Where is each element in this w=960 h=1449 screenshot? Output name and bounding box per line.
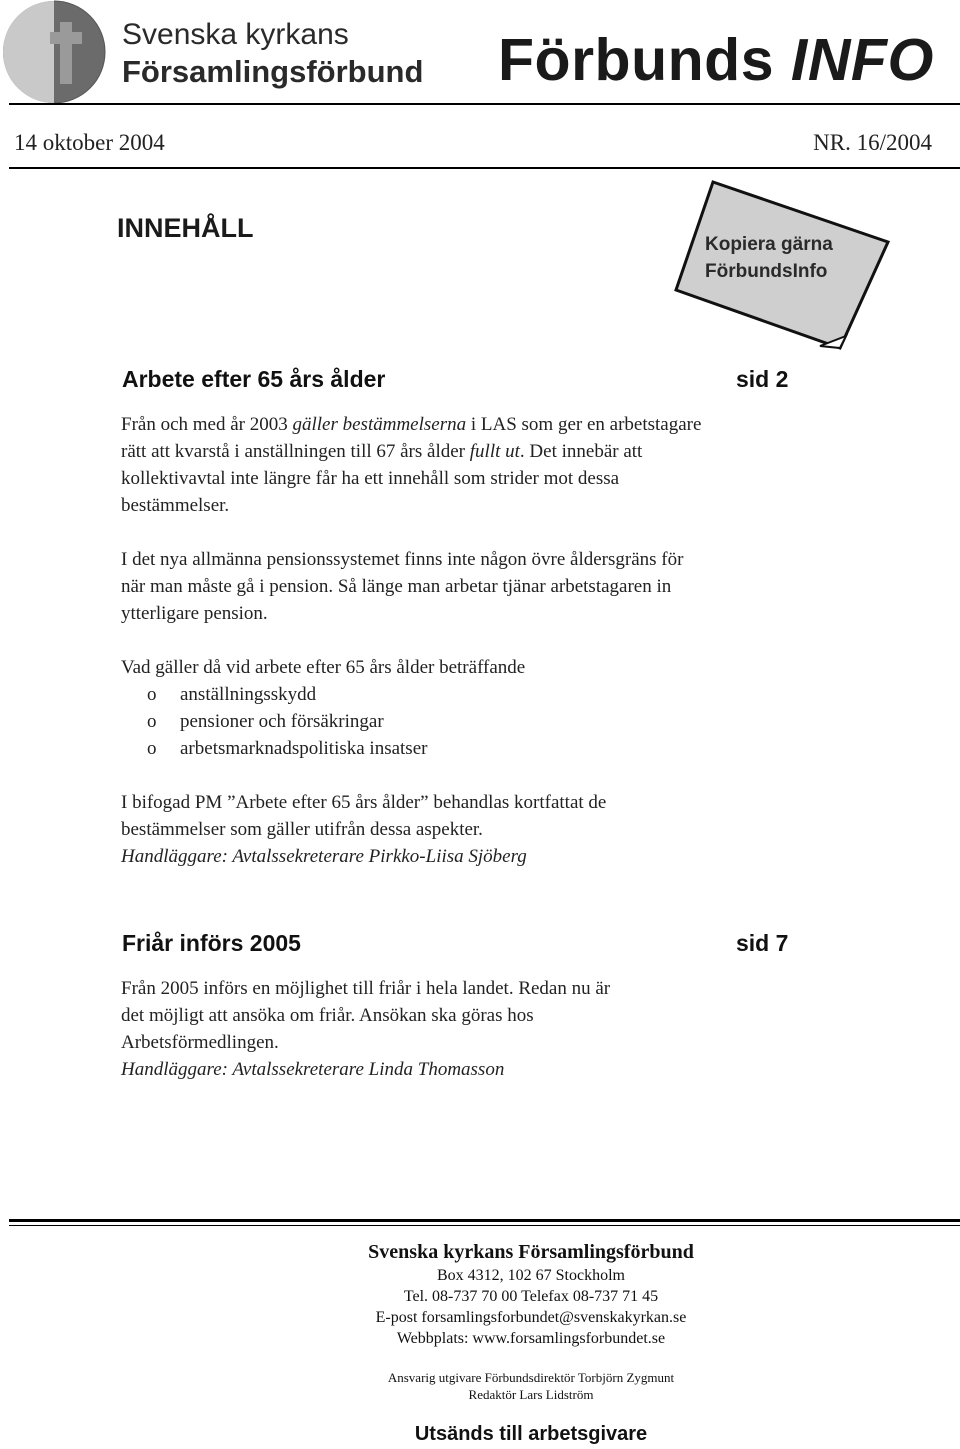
bullet-list — [121, 681, 721, 762]
masthead-accent: INFO — [790, 27, 934, 93]
list-item-text: anställningsskydd — [180, 684, 317, 705]
text-run: Från och med år 2003 — [121, 414, 293, 435]
list-item — [121, 708, 721, 735]
list-item-text: pensioner och försäkringar — [180, 711, 384, 732]
footer-rule-thin — [9, 1225, 960, 1226]
org-name-line1: Svenska kyrkans — [122, 18, 349, 51]
section-page-ref: sid 2 — [736, 366, 789, 392]
org-name-line2: Församlingsförbund — [122, 54, 424, 89]
header-rule-top — [9, 103, 960, 105]
list-item-text: arbetsmarknadspolitiska insatser — [180, 738, 428, 759]
text-run-italic: fullt ut — [469, 441, 520, 462]
issue-date: 14 oktober 2004 — [14, 130, 165, 155]
footer-org-name: Svenska kyrkans Församlingsförbund — [368, 1241, 694, 1263]
list-item — [121, 735, 721, 762]
handler-text: Handläggare: Avtalssekreterare Pirkko-Liisa Sjöberg — [121, 846, 527, 867]
handler-text: Handläggare: Avtalssekreterare Linda Thomasson — [121, 1059, 505, 1080]
section-paragraph — [121, 411, 721, 519]
footer-editor: Redaktör Lars Lidström — [468, 1387, 594, 1402]
section-paragraph: Från 2005 införs en möjlighet till friår i hela landet. Redan nu är det möjligt att ansöka om friår. Ansökan ska göras hos Arbetsförmedlingen. — [121, 978, 611, 1053]
footer-phone: Tel. 08-737 70 00 Telefax 08-737 71 45 — [403, 1288, 659, 1305]
footer-publisher: Ansvarig utgivare Förbundsdirektör Torbjörn Zygmunt — [387, 1370, 675, 1385]
section-paragraph: I bifogad PM ”Arbete efter 65 års ålder” behandlas kortfattat de bestämmelser som gäller utifrån dessa aspekter. — [121, 792, 607, 840]
toc-heading: INNEHÅLL — [117, 213, 254, 243]
section-paragraph: I det nya allmänna pensionssystemet finns inte någon övre åldersgräns för när man måste gå i pension. Så länge man arbetar tjänar arbetstagaren in ytterligare pension. — [121, 549, 684, 624]
header-rule-bottom — [9, 167, 960, 169]
copy-note — [705, 231, 833, 285]
footer-email: E-post forsamlingsforbundet@svenskakyrkan.se — [375, 1309, 687, 1326]
list-item — [121, 681, 721, 708]
section-title: Arbete efter 65 års ålder — [122, 366, 386, 392]
masthead-main: Förbunds — [498, 27, 775, 93]
bullet-marker: o — [147, 738, 157, 759]
text-run-italic: gäller bestämmelserna — [292, 414, 467, 435]
bullet-marker: o — [147, 684, 157, 705]
footer-address: Box 4312, 102 67 Stockholm — [436, 1267, 625, 1284]
bullet-marker: o — [147, 711, 157, 732]
distribution-note: Utsänds till arbetsgivare — [414, 1423, 648, 1445]
footer-web: Webbplats: www.forsamlingsforbundet.se — [396, 1330, 666, 1347]
section-title: Friår införs 2005 — [122, 930, 301, 956]
text-run: . Det innebär att kollektivavtal inte längre får ha ett innehåll som strider mot dessa bestämmelser. — [121, 441, 643, 516]
masthead-title — [498, 26, 934, 94]
handler-line — [121, 843, 721, 870]
church-logo-icon — [0, 0, 112, 104]
section-paragraph: Vad gäller då vid arbete efter 65 års ålder beträffande — [121, 657, 526, 678]
section-page-ref: sid 7 — [736, 930, 789, 956]
handler-line — [121, 1056, 721, 1083]
copy-note-line1: Kopiera gärna — [705, 234, 833, 255]
issue-number: NR. 16/2004 — [813, 130, 932, 155]
copy-note-line2: FörbundsInfo — [705, 261, 828, 282]
footer-rule-thick — [9, 1219, 960, 1222]
text-run: i LAS som ger en arbetstagare rätt att kvarstå i anställningen till 67 års ålder — [121, 414, 702, 462]
